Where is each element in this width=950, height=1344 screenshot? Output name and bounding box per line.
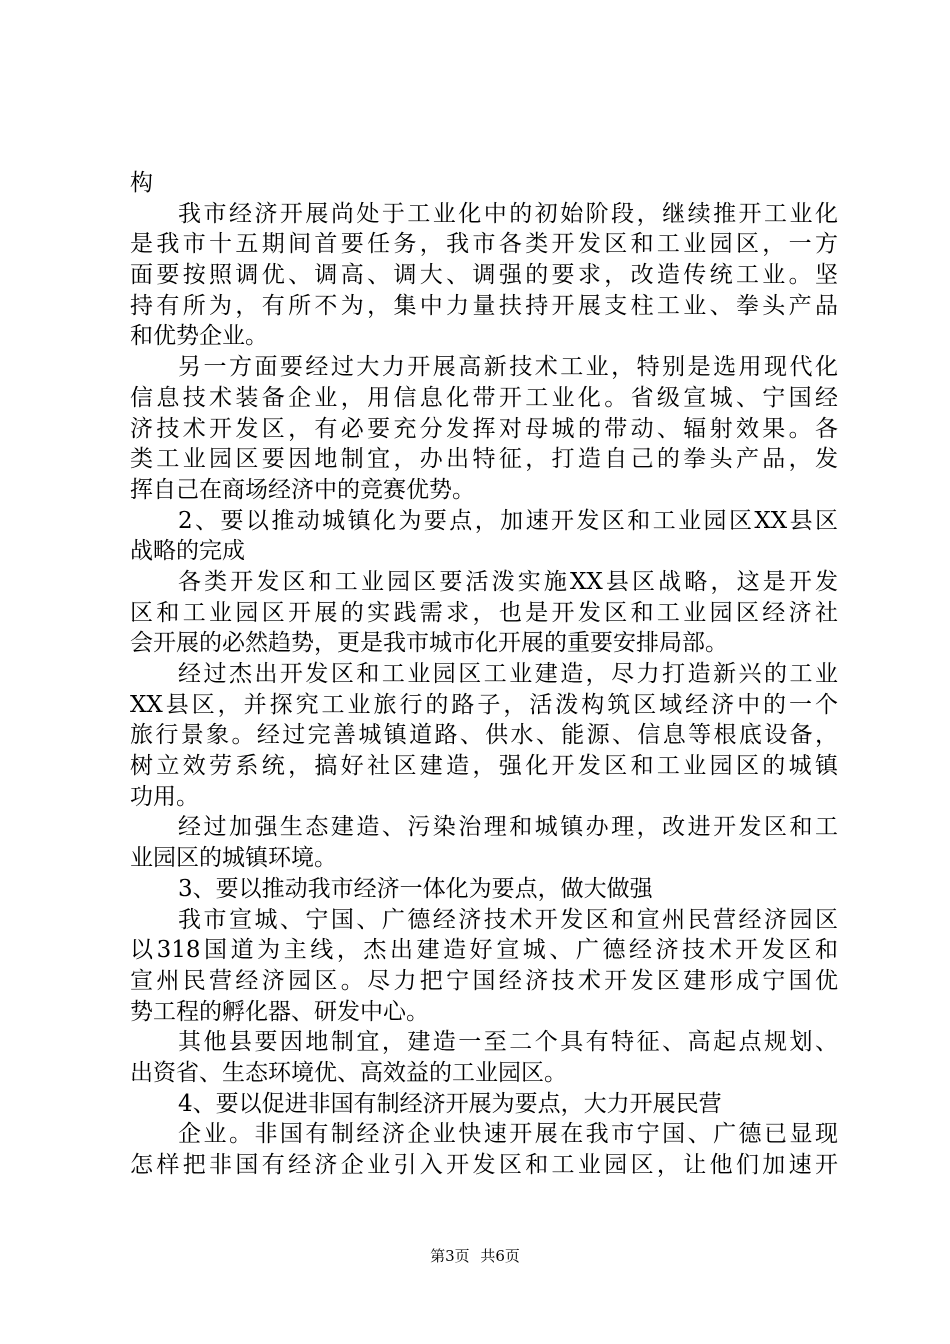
text-line: 挥自己在商场经济中的竞赛优势。 — [130, 476, 475, 503]
text-line: 其他县要因地制宜，建造一至二个具有特征、高起点规划、 — [178, 1029, 838, 1056]
text-line: 持有所为，有所不为，集中力量扶持开展支柱工业、拳头产品 — [130, 292, 838, 319]
text-line: 怎样把非国有经济企业引入开发区和工业园区，让他们加速开 — [130, 1152, 838, 1178]
text-line: 信息技术装备企业，用信息化带开工业化。省级宣城、宁国经 — [130, 384, 838, 411]
text-line: 出资省、生态环境优、高效益的工业园区。 — [130, 1059, 567, 1086]
text-line: 业园区的城镇环境。 — [130, 845, 337, 872]
text-line: 我市宣城、宁国、广德经济技术开发区和宣州民营经济园区 — [178, 906, 838, 933]
text-line: 各类开发区和工业园区要活泼实施XX县区战略，这是开发 — [178, 568, 838, 595]
text-line: 和优势企业。 — [130, 323, 268, 350]
text-line: 3、要以推动我市经济一体化为要点，做大做强 — [178, 875, 653, 902]
text-line: 树立效劳系统，搞好社区建造，强化开发区和工业园区的城镇 — [130, 753, 838, 780]
text-line: 4、要以促进非国有制经济开展为要点，大力开展民营 — [178, 1090, 722, 1117]
page-number: 第3页 — [430, 1247, 470, 1265]
text-line: 功用。 — [130, 783, 199, 810]
text-line: 面要按照调优、调高、调大、调强的要求，改造传统工业。坚 — [130, 262, 838, 289]
text-line: 旅行景象。经过完善城镇道路、供水、能源、信息等根底设备， — [130, 722, 838, 749]
page-footer — [0, 1246, 950, 1266]
text-line: 经过杰出开发区和工业园区工业建造，尽力打造新兴的工业 — [178, 661, 838, 687]
text-line: 区和工业园区开展的实践需求，也是开发区和工业园区经济社 — [130, 599, 838, 626]
document-body — [130, 168, 838, 1181]
text-line: 会开展的必然趋势，更是我市城市化开展的重要安排局部。 — [130, 630, 728, 657]
text-line: 是我市十五期间首要任务，我市各类开发区和工业园区，一方 — [130, 231, 838, 258]
text-line: 以318国道为主线，杰出建造好宣城、广德经济技术开发区和 — [130, 937, 838, 964]
page-total: 共6页 — [480, 1247, 520, 1265]
text-line: 战略的完成 — [130, 538, 245, 565]
text-line: 济技术开发区，有必要充分发挥对母城的带动、辐射效果。各 — [130, 415, 838, 442]
text-line: 构 — [130, 170, 153, 196]
text-line: 2、要以推动城镇化为要点，加速开发区和工业园区XX县区 — [178, 507, 838, 534]
text-line: 经过加强生态建造、污染治理和城镇办理，改进开发区和工 — [178, 814, 838, 841]
text-line: 另一方面要经过大力开展高新技术工业，特别是选用现代化 — [178, 354, 838, 381]
text-line: 类工业园区要因地制宜，办出特征，打造自己的拳头产品，发 — [130, 446, 838, 473]
text-line: XX县区，并探究工业旅行的路子，活泼构筑区域经济中的一个 — [130, 691, 838, 718]
text-line: 我市经济开展尚处于工业化中的初始阶段，继续推开工业化 — [178, 200, 838, 227]
text-line: 企业。非国有制经济企业快速开展在我市宁国、广德已显现 — [178, 1121, 838, 1148]
text-line: 势工程的孵化器、研发中心。 — [130, 998, 429, 1025]
text-line: 宣州民营经济园区。尽力把宁国经济技术开发区建形成宁国优 — [130, 967, 838, 994]
